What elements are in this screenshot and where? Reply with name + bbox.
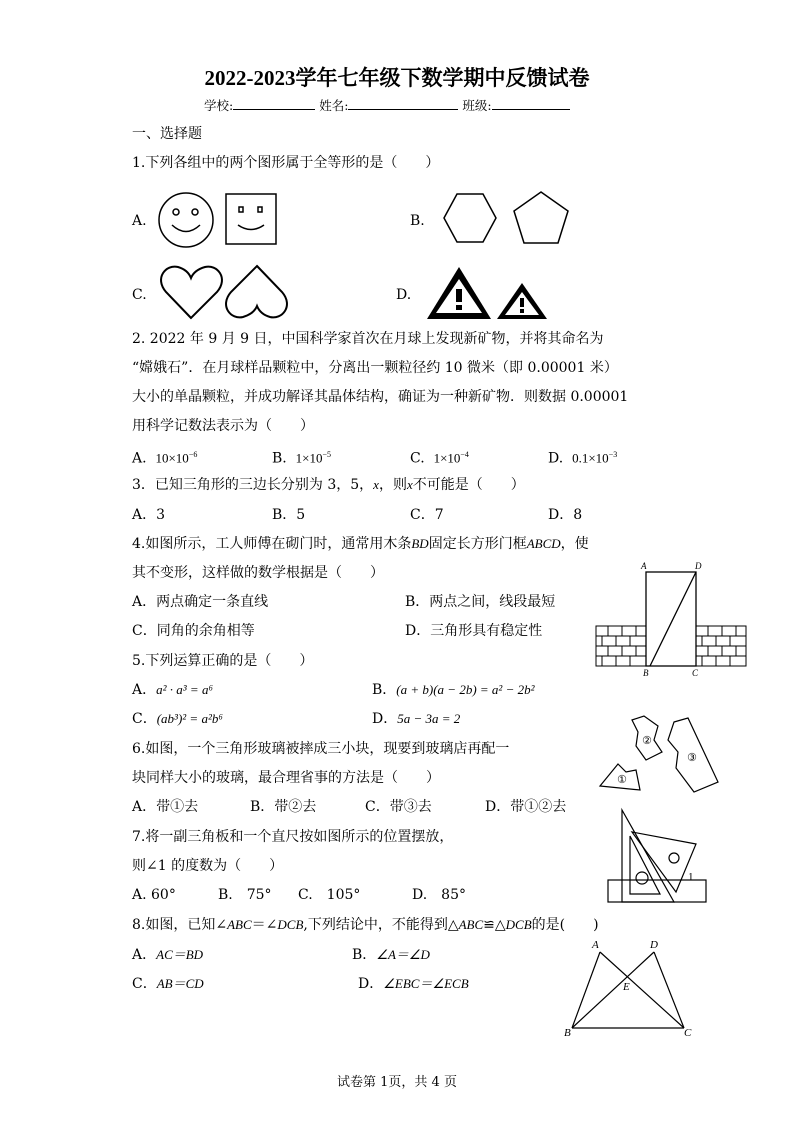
q1-stem: 1.下列各组中的两个图形属于全等形的是（ ） <box>132 155 440 171</box>
heart-icon <box>161 267 222 318</box>
q2-line-3: 大小的单晶颗粒，并成功解译其晶体结构，确证为一种新矿物．则数据 0.00001 <box>132 389 629 405</box>
smiley-circle-icon <box>159 193 213 247</box>
q1-figure-c <box>158 262 298 322</box>
q2-line-1: 2. 2022 年 9 月 9 日，中国科学家首次在月球上发现新矿物，并将其命名为 <box>132 331 604 347</box>
q7-option-a: A. 60° <box>132 887 176 903</box>
hexagon-icon <box>444 194 496 242</box>
label-b: B <box>643 668 649 678</box>
q7-option-b: B. 75° <box>218 887 272 903</box>
q6-option-d: D．带①②去 <box>485 799 567 815</box>
q2-option-b: B. $1\times 10^{-5}$ <box>272 450 332 467</box>
q4-option-d: D．三角形具有稳定性 <box>405 623 543 639</box>
q1-option-c-label: C. <box>132 287 147 303</box>
label-d: D <box>695 561 702 571</box>
q2-option-a: A. $10\times 10^{-6}$ <box>132 450 198 467</box>
q2-line-2: “嫦娥石”．在月球样品颗粒中，分离出一颗粒径约 10 微米（即 0.00001 米） <box>132 360 618 376</box>
heart-inverted-icon <box>226 266 287 317</box>
q8-option-b: B．∠A＝∠D <box>352 947 430 963</box>
label-piece-1: ① <box>617 773 627 786</box>
warning-triangle-small-icon <box>497 283 547 319</box>
label-piece-2: ② <box>642 734 652 747</box>
segment-ab <box>572 952 600 1028</box>
q6-line-1: 6.如图，一个三角形玻璃被摔成三小块，现要到玻璃店再配一 <box>132 741 510 757</box>
name-label: 姓名: <box>319 98 349 113</box>
q3-option-a: A．3 <box>132 507 166 523</box>
q1-option-a-label: A. <box>132 213 147 229</box>
q1-option-b-label: B. <box>410 213 425 229</box>
label-c: C <box>692 668 699 678</box>
angle-1-label: 1 <box>688 871 694 883</box>
q1-figure-d <box>425 264 555 322</box>
page-title: 2022-2023学年七年级下数学期中反馈试卷 <box>204 66 590 90</box>
q6-line-2: 块同样大小的玻璃，最合理省事的方法是（ ） <box>132 770 440 786</box>
smiley-square-icon <box>226 194 276 244</box>
q6-option-c: C．带③去 <box>365 799 432 815</box>
class-label: 班级: <box>462 98 492 113</box>
q4-option-c: C．同角的余角相等 <box>132 623 255 639</box>
q7-line-1: 7.将一副三角板和一个直尺按如图所示的位置摆放， <box>132 829 454 845</box>
label-e: E <box>623 981 630 993</box>
info-line <box>204 97 570 115</box>
q8-stem: 8.如图，已知∠ABC＝∠DCB,下列结论中，不能得到△ABC≌△DCB的是( ) <box>132 917 599 933</box>
q8-triangle-figure <box>560 936 700 1040</box>
q1-figure-b <box>430 188 580 248</box>
q5-stem: 5.下列运算正确的是（ ） <box>132 653 314 669</box>
q5-option-c: C．(ab³)² = a²b⁶ <box>132 711 223 727</box>
label-a: A <box>641 561 647 571</box>
label-piece-3: ③ <box>687 751 697 764</box>
q4-option-a: A．两点确定一条直线 <box>132 594 269 610</box>
brick-wall-right <box>696 626 746 666</box>
label-b: B <box>564 1027 571 1039</box>
q2-option-c: C. $1\times 10^{-4}$ <box>410 450 469 467</box>
q6-option-b: B．带②去 <box>250 799 317 815</box>
label-c: C <box>684 1027 692 1039</box>
q3-option-d: D．8 <box>548 507 583 523</box>
q5-option-d: D．5a − 3a = 2 <box>372 711 461 727</box>
q3-option-c: C．7 <box>410 507 444 523</box>
q7-line-2: 则∠1 的度数为（ ） <box>132 858 284 874</box>
q2-option-d: D. $0.1\times 10^{-3}$ <box>548 450 618 467</box>
warning-triangle-large-icon <box>427 267 491 319</box>
q4-option-b: B．两点之间，线段最短 <box>405 594 556 610</box>
q3-option-b: B．5 <box>272 507 306 523</box>
section-heading: 一、选择题 <box>132 126 202 142</box>
segment-dc <box>654 952 684 1028</box>
q5-option-a: A．a² · a³ = a⁶ <box>132 682 213 698</box>
q3-stem: 3．已知三角形的三边长分别为 3，5，x，则x不可能是（ ） <box>132 477 525 493</box>
name-blank[interactable] <box>348 97 458 110</box>
pentagon-icon <box>514 192 568 243</box>
q7-set-square-figure <box>604 806 714 906</box>
q6-glass-figure <box>596 712 726 794</box>
q6-option-a: A．带①去 <box>132 799 199 815</box>
class-blank[interactable] <box>492 97 570 110</box>
ruler <box>608 880 706 902</box>
page-footer: 试卷第 1页，共 4 页 <box>337 1075 457 1090</box>
q7-option-d: D. 85° <box>412 887 466 903</box>
q2-line-4: 用科学记数法表示为（ ） <box>132 418 314 434</box>
set-square-45 <box>632 832 696 892</box>
q8-option-c: C．AB＝CD <box>132 976 204 992</box>
q4-line-2: 其不变形，这样做的数学根据是（ ） <box>132 565 384 581</box>
q5-option-b: B．(a + b)(a − 2b) = a² − 2b² <box>372 682 535 698</box>
school-blank[interactable] <box>233 97 315 110</box>
label-d: D <box>650 939 658 951</box>
q4-door-figure <box>592 560 752 678</box>
q7-option-c: C. 105° <box>298 887 361 903</box>
q8-option-d: D．∠EBC＝∠ECB <box>358 976 469 992</box>
q8-option-a: A．AC＝BD <box>132 947 204 963</box>
q4-line-1: 4.如图所示，工人师傅在砌门时，通常用木条BD固定长方形门框ABCD，使 <box>132 536 589 552</box>
school-label: 学校: <box>204 98 234 113</box>
brace-bd <box>650 572 696 666</box>
q1-figure-a <box>150 190 280 252</box>
label-a: A <box>592 939 599 951</box>
brick-wall-left <box>596 626 646 666</box>
q1-option-d-label: D. <box>396 287 412 303</box>
